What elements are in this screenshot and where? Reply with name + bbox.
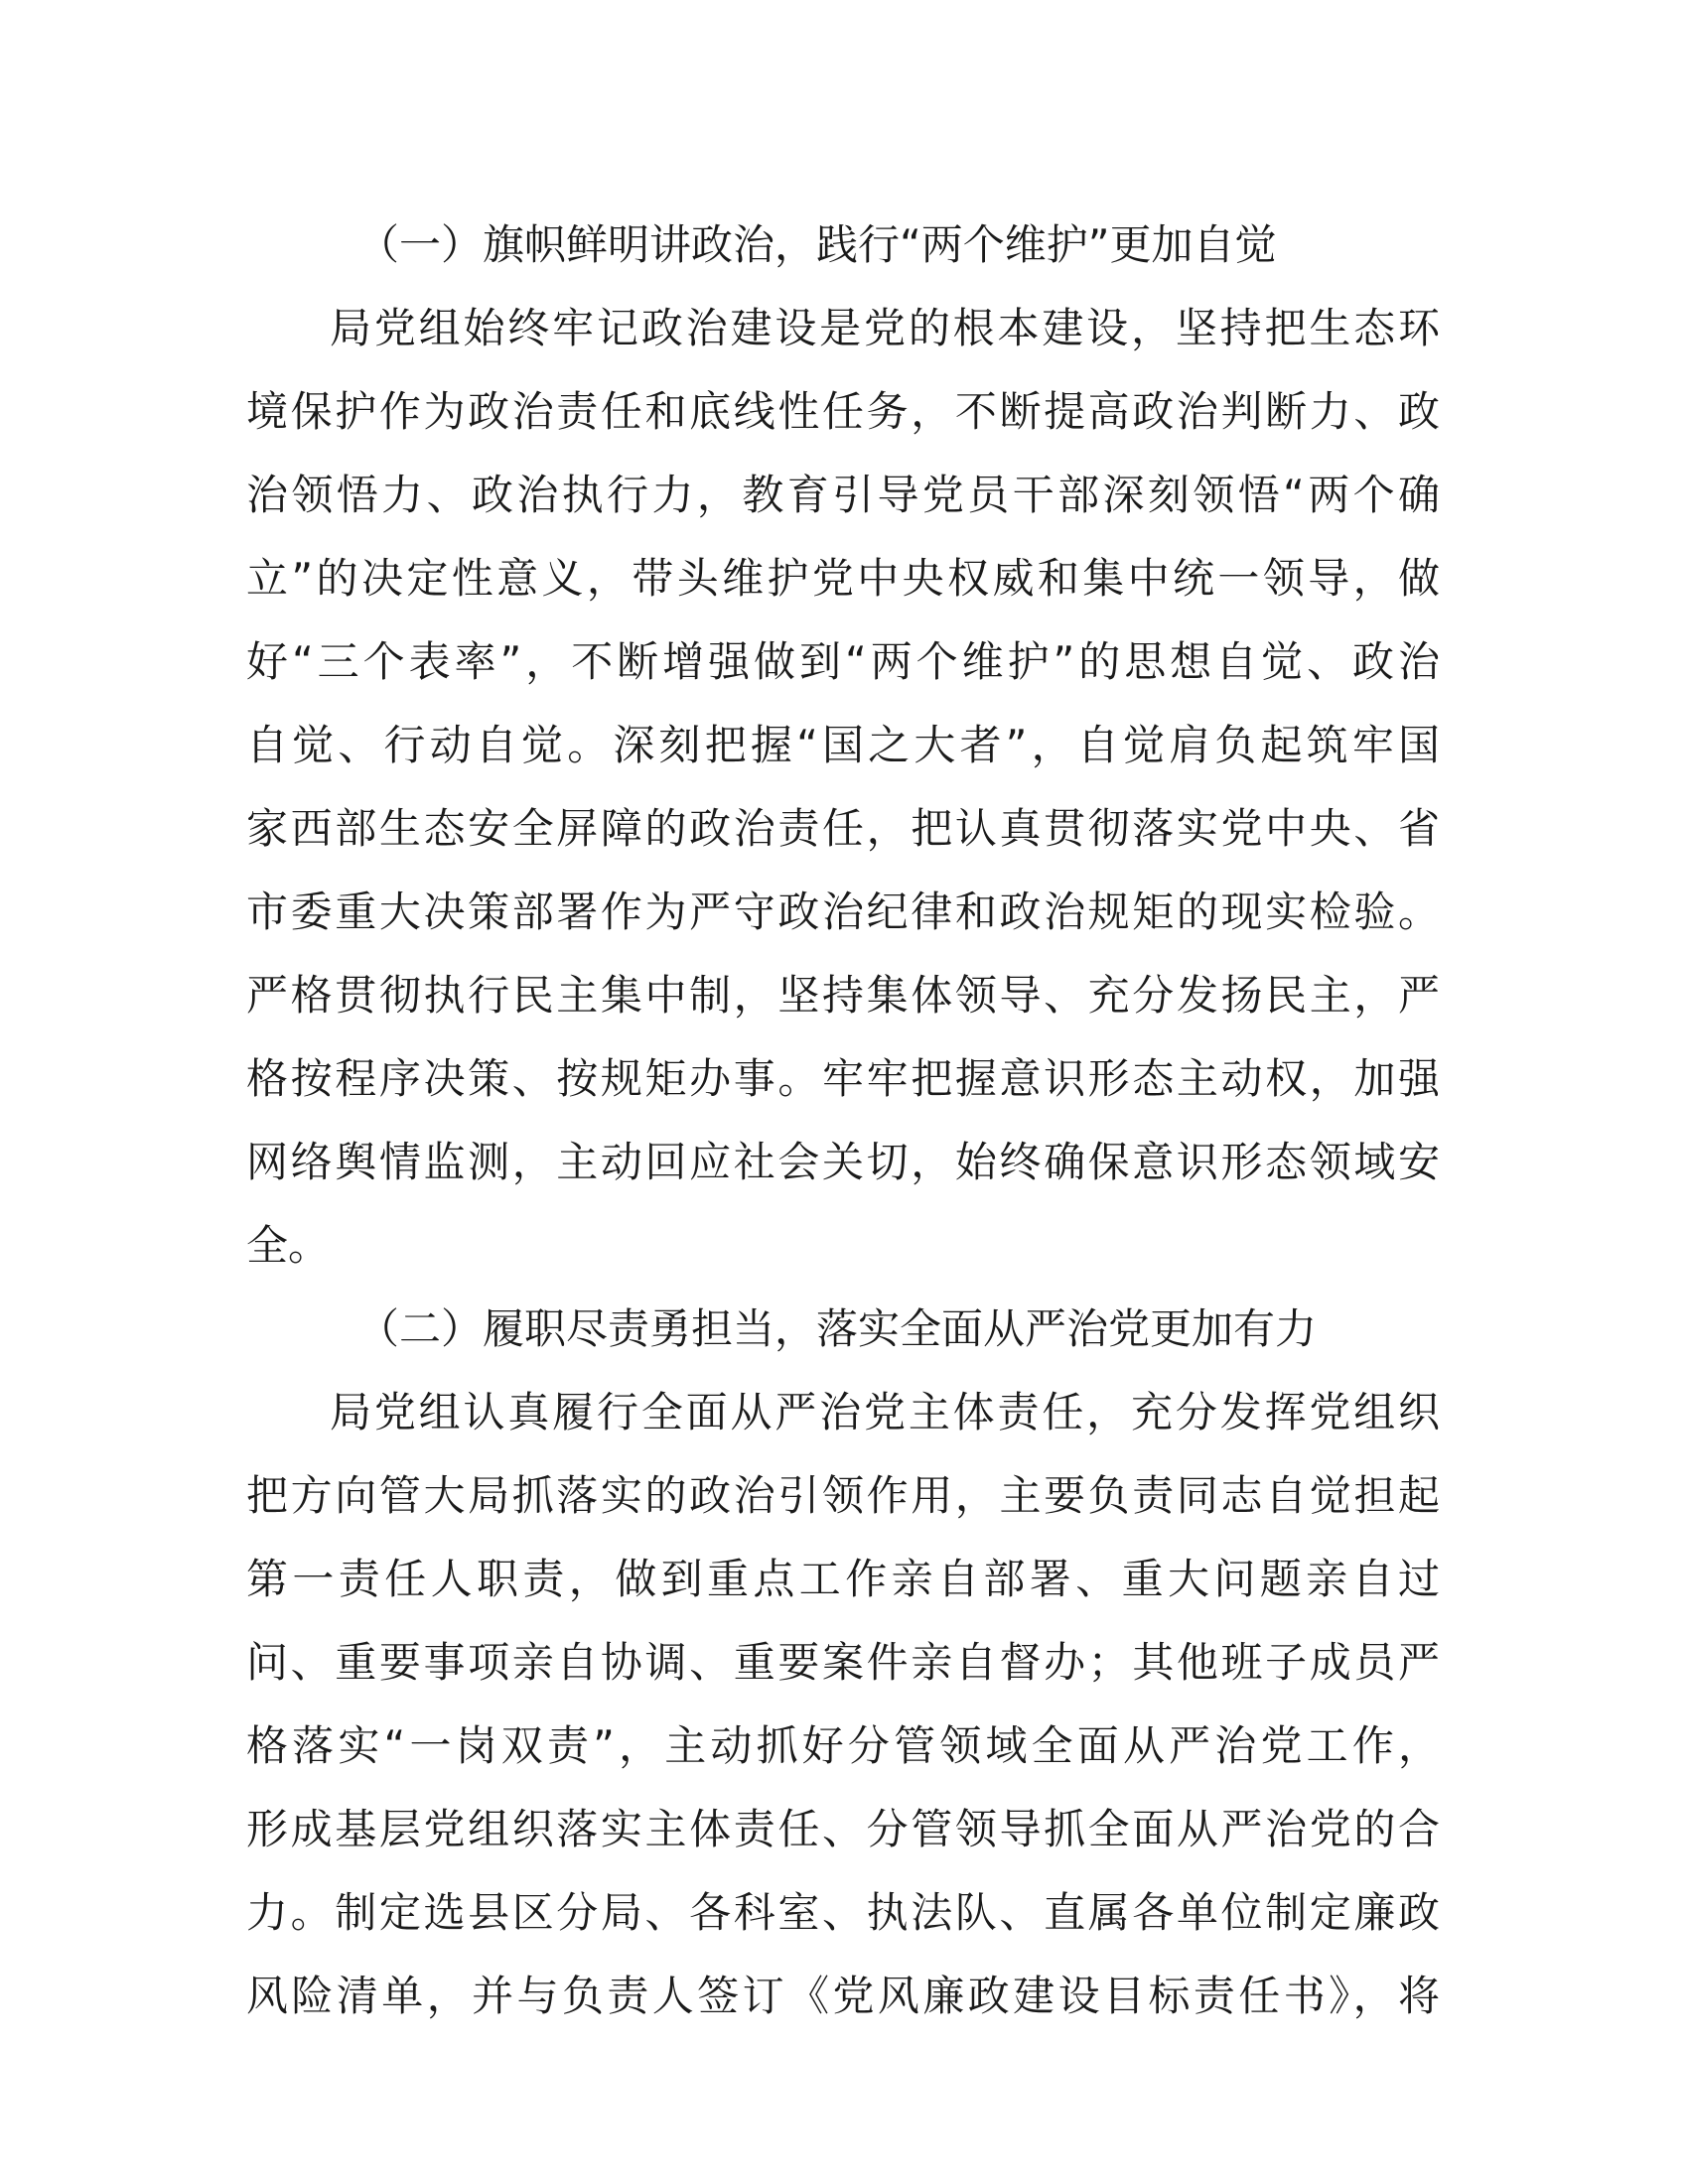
- paragraph-line: 问、重要事项亲自协调、重要案件亲自督办；其他班子成员严: [246, 1638, 1440, 1687]
- paragraph-line: 格落实“一岗双责”，主动抓好分管领域全面从严治党工作，: [246, 1721, 1440, 1770]
- paragraph-line: 严格贯彻执行民主集中制，坚持集体领导、充分发扬民主，严: [246, 971, 1440, 1020]
- paragraph-line: 立”的决定性意义，带头维护党中央权威和集中统一领导，做: [246, 554, 1440, 603]
- document-page: [246, 204, 1440, 2038]
- section-heading-1: （一）旗帜鲜明讲政治，践行“两个维护”更加自觉: [357, 220, 1277, 269]
- paragraph-line: 力。制定选县区分局、各科室、执法队、直属各单位制定廉政: [246, 1888, 1440, 1937]
- paragraph-line: 市委重大决策部署作为严守政治纪律和政治规矩的现实检验。: [246, 887, 1440, 936]
- paragraph-line: 格按程序决策、按规矩办事。牢牢把握意识形态主动权，加强: [246, 1054, 1440, 1103]
- paragraph-line: 境保护作为政治责任和底线性任务，不断提高政治判断力、政: [246, 387, 1440, 436]
- section-heading-2: （二）履职尽责勇担当，落实全面从严治党更加有力: [357, 1304, 1318, 1353]
- paragraph-line: 家西部生态安全屏障的政治责任，把认真贯彻落实党中央、省: [246, 804, 1440, 853]
- paragraph-line: 局党组认真履行全面从严治党主体责任，充分发挥党组织: [330, 1388, 1440, 1436]
- paragraph-line: 自觉、行动自觉。深刻把握“国之大者”，自觉肩负起筑牢国: [246, 721, 1440, 769]
- paragraph-line: 形成基层党组织落实主体责任、分管领导抓全面从严治党的合: [246, 1805, 1440, 1853]
- paragraph-line: 治领悟力、政治执行力，教育引导党员干部深刻领悟“两个确: [246, 471, 1440, 519]
- paragraph-line: 好“三个表率”，不断增强做到“两个维护”的思想自觉、政治: [246, 637, 1440, 686]
- paragraph-line: 风险清单，并与负责人签订《党风廉政建设目标责任书》，将: [246, 1972, 1440, 2020]
- paragraph-line: 局党组始终牢记政治建设是党的根本建设，坚持把生态环: [330, 304, 1440, 352]
- paragraph-line: 第一责任人职责，做到重点工作亲自部署、重大问题亲自过: [246, 1555, 1440, 1603]
- paragraph-line: 网络舆情监测，主动回应社会关切，始终确保意识形态领域安: [246, 1138, 1440, 1186]
- paragraph-line: 全。: [246, 1221, 331, 1270]
- paragraph-line: 把方向管大局抓落实的政治引领作用，主要负责同志自觉担起: [246, 1471, 1440, 1520]
